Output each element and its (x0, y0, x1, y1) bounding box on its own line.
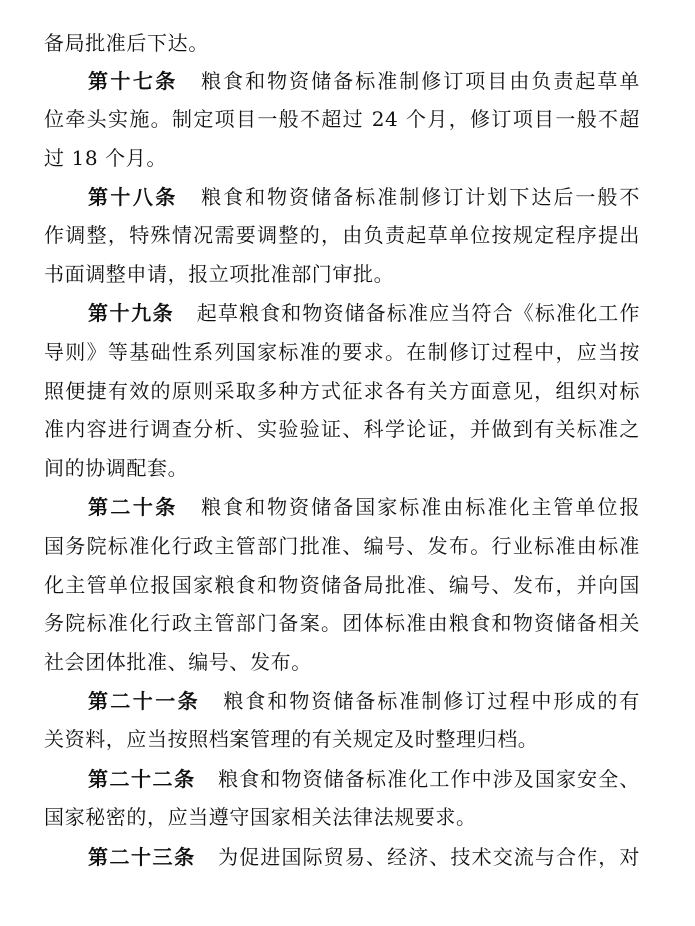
text-line: 务院标准化行政主管部门备案。团体标准由粮食和物资储备相关 (44, 611, 640, 635)
text-line: 准内容进行调查分析、实验验证、科学论证，并做到有关标准之 (44, 417, 640, 441)
article-number: 第二十条 (88, 495, 178, 519)
article-number: 第二十三条 (88, 845, 196, 869)
article-22-line (88, 764, 640, 794)
text-line: 位牵头实施。制定项目一般不超过 24 个月，修订项目一般不超 (44, 107, 640, 131)
text-line: 间的协调配套。 (44, 456, 189, 480)
article-text: 起草粮食和物资储备标准应当符合《标准化工作 (196, 301, 641, 325)
article-text: 粮食和物资储备标准化工作中涉及国家安全、 (217, 767, 641, 791)
article-23-line (88, 842, 640, 872)
article-number: 第十八条 (88, 185, 178, 209)
text-line: 照便捷有效的原则采取多种方式征求各有关方面意见，组织对标 (44, 379, 640, 403)
text-line: 化主管单位报国家粮食和物资储备局批准、编号、发布，并向国 (44, 573, 640, 597)
article-text: 粮食和物资储备标准制修订过程中形成的有 (222, 689, 640, 713)
article-number: 第二十一条 (88, 689, 200, 713)
article-text: 粮食和物资储备标准制修订项目由负责起草单 (199, 69, 641, 93)
article-text: 粮食和物资储备标准制修订计划下达后一般不 (199, 185, 641, 209)
article-18-line (88, 182, 640, 212)
article-text: 为促进国际贸易、经济、技术交流与合作，对 (217, 845, 641, 869)
article-21-line (88, 686, 640, 716)
text-line: 社会团体批准、编号、发布。 (44, 650, 312, 674)
text-line: 过 18 个月。 (44, 146, 167, 170)
article-17-line (88, 66, 640, 96)
text-line: 作调整，特殊情况需要调整的，由负责起草单位按规定程序提出 (44, 223, 640, 247)
article-text: 粮食和物资储备国家标准由标准化主管单位报 (199, 495, 641, 519)
text-line: 书面调整申请，报立项批准部门审批。 (44, 262, 395, 286)
text-line: 备局批准后下达。 (44, 31, 209, 55)
text-line: 国务院标准化行政主管部门批准、编号、发布。行业标准由标准 (44, 534, 640, 558)
text-line: 关资料，应当按照档案管理的有关规定及时整理归档。 (44, 727, 539, 751)
article-number: 第十七条 (88, 69, 178, 93)
text-line: 导则》等基础性系列国家标准的要求。在制修订过程中，应当按 (44, 340, 640, 364)
article-number: 第二十二条 (88, 767, 196, 791)
article-19-line (88, 298, 640, 328)
text-line: 国家秘密的，应当遵守国家相关法律法规要求。 (44, 805, 477, 829)
article-number: 第十九条 (88, 301, 175, 325)
article-20-line (88, 492, 640, 522)
